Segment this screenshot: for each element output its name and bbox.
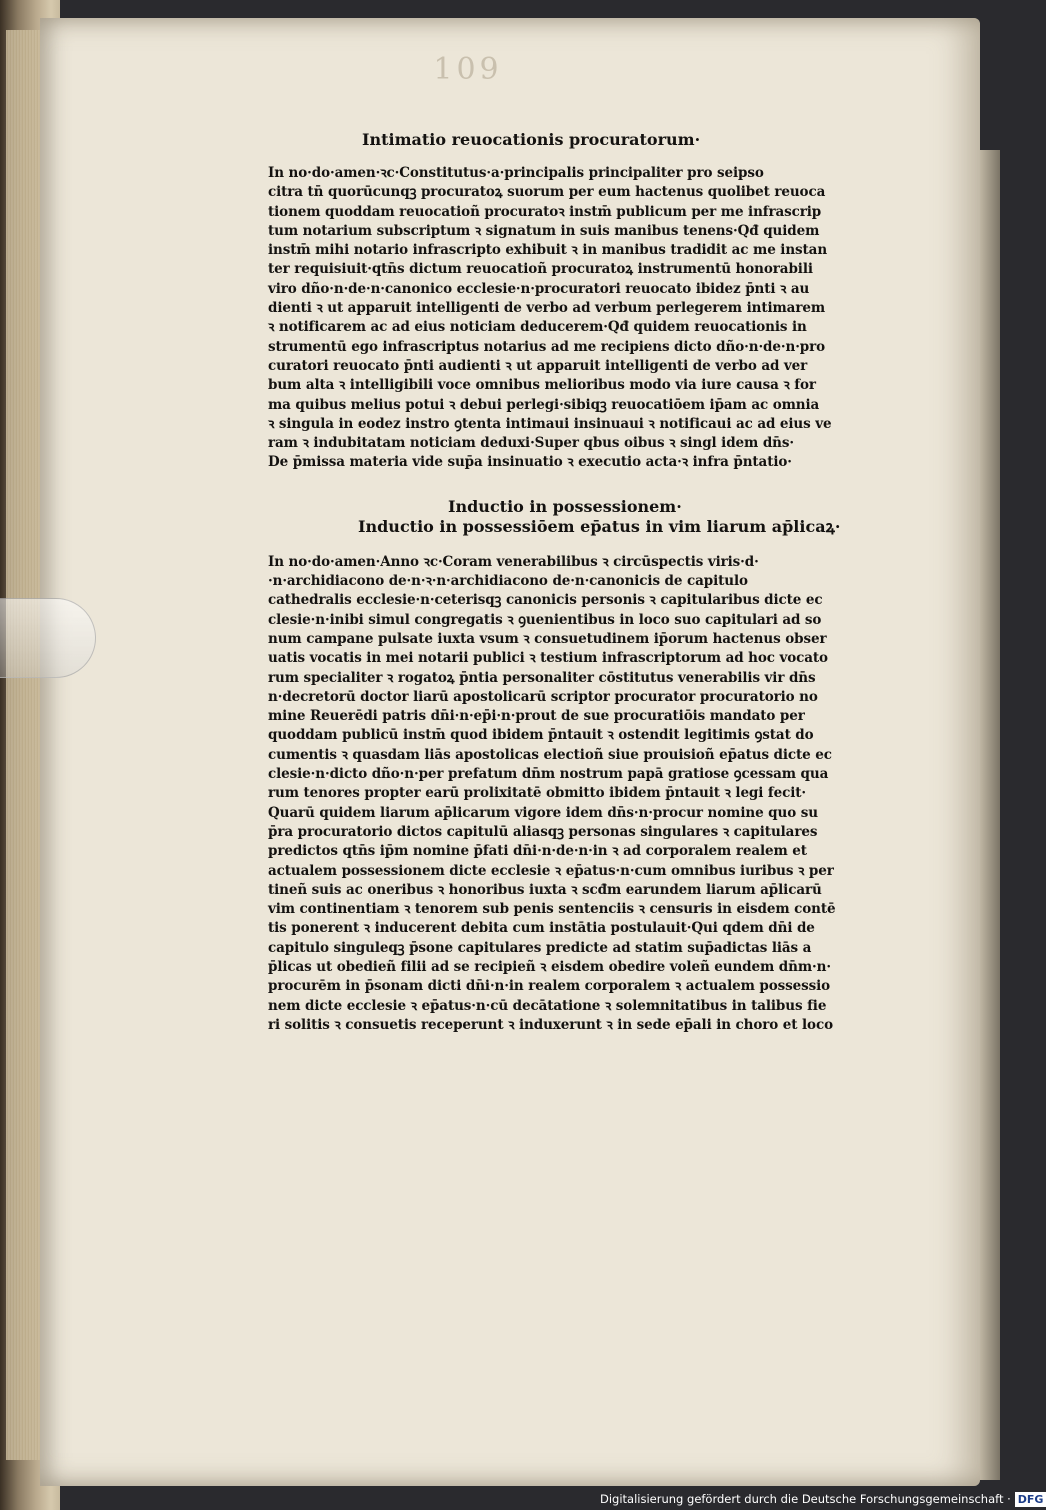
text-line: cumentis ꝛ quasdam liās apostolicas electioñ siue prouisioñ ep̄atus dicte ec: [268, 746, 832, 763]
text-line: nem dicte ecclesie ꝛ ep̄atus·n·cū decātatione ꝛ solemnitatibus in talibus fie: [268, 997, 827, 1014]
text-line: tum notarium subscriptum ꝛ signatum in suis manibus tenens·Qđ quidem: [268, 222, 820, 239]
text-line: citra tn̄ quorūcunqꝫ procuratoꝝ suorum per eum hactenus quolibet reuoca: [268, 184, 826, 201]
text-line: ter requisiuit·qtn̄s dictum reuocatioñ procuratoꝝ instrumentū honorabili: [268, 261, 813, 278]
text-line: Quarū quidem liarum ap̄licarum vigore idem dn̄s·n·procur nomine quo su: [268, 804, 818, 821]
text-line: uatis vocatis in mei notarii publici ꝛ testium infrascriptorum ad hoc vocato: [268, 650, 828, 667]
note-line: De p̄missa materia vide sup̄a insinuatio ꝛ executio acta·ꝛ infra p̄ntatio·: [268, 454, 792, 471]
paragraph-inductio: [268, 553, 913, 1035]
text-line: ·n·archidiacono de·n·ꝛ·n·archidiacono de·n·canonicis de capitulo: [268, 573, 748, 590]
rubric-inductio: Inductio in possessionem·: [448, 496, 682, 516]
text-line: ri solitis ꝛ consuetis receperunt ꝛ induxerunt ꝛ in sede ep̄ali in choro et loco: [268, 1016, 833, 1033]
text-line: ꝛ singula in eodez instro ꝯtenta intimaui insinuaui ꝛ notificaui ac ad eius ve: [268, 415, 832, 432]
text-line: ꝛ notificarem ac ad eius noticiam deducerem·Qđ quidem reuocationis in: [268, 319, 807, 336]
text-line: rum tenores propter earū prolixitatē obmitto ibidem p̄ntauit ꝛ legi fecit·: [268, 785, 806, 802]
text-block: [268, 130, 913, 1035]
folio-number: 109: [433, 52, 503, 87]
text-line: vim continentiam ꝛ tenorem sub penis sentenciis ꝛ censuris in eisdem contē: [268, 901, 836, 918]
text-line: tineñ suis ac oneribus ꝛ honoribus iuxta ꝛ scđm earundem liarum ap̄licarū: [268, 881, 822, 898]
footer-credit: [600, 1488, 1044, 1510]
footer-text: Digitalisierung gefördert durch die Deutsche Forschungsgemeinschaft ·: [600, 1492, 1011, 1506]
text-line: tis ponerent ꝛ inducerent debita cum instātia postulauit·Qui qdem dn̄i de: [268, 920, 815, 937]
text-line: clesie·n·inibi simul congregatis ꝛ ꝯuenientibus in loco suo capitulari ad so: [268, 611, 822, 628]
text-line: predictos qtn̄s ip̄m nomine p̄fati dn̄i·n·de·n·in ꝛ ad corporalem realem et: [268, 843, 807, 860]
text-line: strumentū ego infrascriptus notarius ad me recipiens dicto dño·n·de·n·pro: [268, 338, 826, 355]
text-line: mine Reuerēdi patris dn̄i·n·ep̄i·n·prout de sue procuratiōis mandato per: [268, 708, 805, 725]
text-line: clesie·n·dicto dño·n·per prefatum dn̄m nostrum papā gratiose ꝯcessam qua: [268, 766, 829, 783]
text-line: In no·do·amen·ꝛc·Constitutus·a·principalis principaliter pro seipso: [268, 165, 764, 181]
text-line: p̄ra procuratorio dictos capitulū aliasqꝫ personas singulares ꝛ capitulares: [268, 823, 818, 840]
plastic-page-clip: [0, 598, 96, 678]
next-page-edge: [980, 150, 1000, 1480]
text-line: quoddam publicū instm̄ quod ibidem p̄ntauit ꝛ ostendit legitimis ꝯstat do: [268, 727, 814, 744]
text-line: rum specialiter ꝛ rogatoꝝ p̄ntia personaliter cōstitutus venerabilis vir dn̄s: [268, 669, 816, 686]
text-line: tionem quoddam reuocatioñ procuratoꝛ instm̄ publicum per me infrascrip: [268, 203, 822, 220]
text-line: p̄licas ut obedieñ filii ad se recipieñ ꝛ eisdem obedire voleñ eundem dn̄m·n·: [268, 958, 831, 975]
text-line: actualem possessionem dicte ecclesie ꝛ ep̄atus·n·cum omnibus iuribus ꝛ per: [268, 862, 834, 879]
dfg-logo: DFG: [1015, 1492, 1046, 1507]
text-line: num campane pulsate iuxta vsum ꝛ consuetudinem ip̄orum hactenus obser: [268, 630, 827, 647]
text-line: dienti ꝛ ut apparuit intelligenti de verbo ad verbum perlegerem intimarem: [268, 300, 826, 317]
text-line: capitulo singuleqꝫ p̄sone capitulares predicte ad statim sup̄adictas liās a: [268, 939, 812, 956]
text-line: n·decretorū doctor liarū apostolicarū scriptor procurator procuratorio no: [268, 688, 818, 705]
rubric-intimatio: Intimatio reuocationis procuratorum·: [362, 130, 701, 149]
text-line: curatori reuocato p̄nti audienti ꝛ ut apparuit intelligenti de verbo ad ver: [268, 357, 808, 374]
text-line: ram ꝛ indubitatam noticiam deduxi·Super qbus oibus ꝛ singl idem dn̄s·: [268, 435, 794, 452]
text-line: viro dño·n·de·n·canonico ecclesie·n·procuratori reuocato ibidez p̄nti ꝛ au: [268, 280, 810, 297]
text-line: In no·do·amen·Anno ꝛc·Coram venerabilibus ꝛ circūspectis viris·d·: [268, 553, 759, 570]
text-line: cathedralis ecclesie·n·ceterisqꝫ canonicis personis ꝛ capitularibus dicte ec: [268, 592, 823, 609]
text-line: instm̄ mihi notario infrascripto exhibuit ꝛ in manibus tradidit ac me instan: [268, 242, 828, 259]
rubric-inductio-epatus: Inductio in possessiōem ep̄atus in vim liarum ap̄licaꝝ·: [358, 516, 841, 536]
text-line: ma quibus melius potui ꝛ debui perlegi·sibiqꝫ reuocatiōem ip̄am ac omnia: [268, 396, 820, 413]
paragraph-intimatio: [268, 164, 913, 473]
text-line: bum alta ꝛ intelligibili voce omnibus melioribus modo via iure causa ꝛ for: [268, 377, 816, 394]
text-line: procurēm in p̄sonam dicti dn̄i·n·in realem corporalem ꝛ actualem possessio: [268, 978, 831, 995]
